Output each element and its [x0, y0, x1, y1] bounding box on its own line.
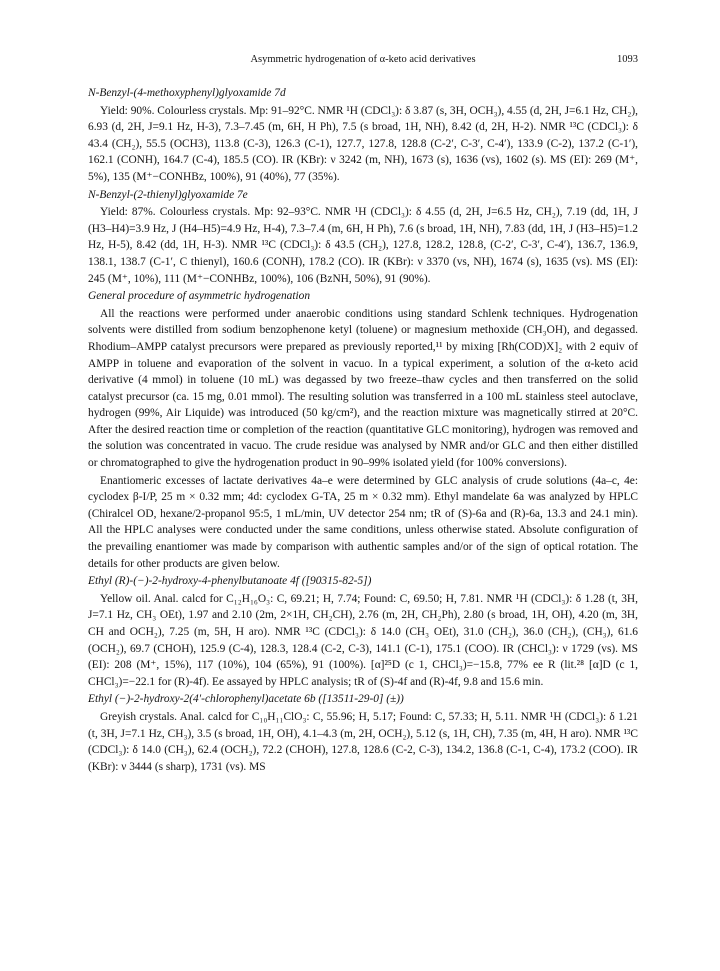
compound-heading-7e: N-Benzyl-(2-thienyl)glyoxamide 7e [88, 188, 248, 201]
page-number: 1093 [617, 54, 638, 65]
paragraph-7e-data: Yield: 87%. Colourless crystals. Mp: 92–93°C. NMR ¹H (CDCl₃): δ 4.55 (d, 2H, J=6.5 Hz, CH₂), 7.19 (dd, 1H, J (H3–H4)=3.9 Hz, J (H4–H5)=4.9 Hz, H-4), 7.3–7.4 (m, 6H, H Ph), 7.6 (s broad, 1H, NH), 7.83 (dd, 1H, J (H3–H5)=1.2 Hz, H-5), 8.42 (dd, 1H, H-3). NMR ¹³C (CDCl₃): δ 43.5 (CH₂), 127.8, 128.2, 128.8, (C-2′, C-3′, C-4′), 136.7, 136.9, 138.1, 138.7 (C-1′, C thienyl), 160.6 (CONH), 178.2 (CO). IR (KBr): ν 3370 (vs, NH), 1674 (s), 1635 (vs). MS (EI): 245 (M⁺, 10%), 111 (M⁺−CONHBz, 100%), 106 (BzNH, 50%), 91 (90%). [88, 206, 638, 285]
running-title: Asymmetric hydrogenation of α-keto acid derivatives [250, 54, 476, 65]
compound-heading-4f: Ethyl (R)-(−)-2-hydroxy-4-phenylbutanoate 4f ([90315-82-5]) [88, 575, 372, 588]
compound-heading-7d: N-Benzyl-(4-methoxyphenyl)glyoxamide 7d [88, 87, 286, 99]
running-head [88, 54, 638, 68]
paragraph-7d-data: Yield: 90%. Colourless crystals. Mp: 91–92°C. NMR ¹H (CDCl₃): δ 3.87 (s, 3H, OCH₃), 4.55 (d, 2H, J=6.1 Hz, CH₂), 6.93 (d, 2H, J=9.1 Hz, H-3), 7.3–7.45 (m, 6H, H Ph), 7.5 (s broad, 1H, NH), 8.42 (d, 2H, H-2). NMR ¹³C (CDCl₃): δ 43.4 (CH₂), 55.5 (OCH3), 113.8 (C-3), 126.3 (C-1), 127.7, 127.8, 128.8 (C-2′, C-3′, C-4′), 133.9 (C-2), 137.2 (C-1′), 162.1 (CONH), 164.7 (C-4), 185.5 (CO). IR (KBr): ν 3242 (m, NH), 1673 (s), 1636 (vs), 1602 (s). MS (EI): 269 (M⁺, 5%), 135 (M⁺−CONHBz, 100%), 91 (40%), 77 (35%). [88, 104, 638, 183]
paragraph-4f-data: Yellow oil. Anal. calcd for C₁₂H₁₆O₃: C, 69.21; H, 7.74; Found: C, 69.50; H, 7.81. NMR ¹H (CDCl₃): δ 1.28 (t, 3H, J=7.1 Hz, CH₃ OEt), 1.97 and 2.10 (2m, 2×1H, CH₂CH), 2.76 (m, 2H, CH₂Ph), 2.80 (s broad, 1H, OH), 4.20 (m, 3H, CH and OCH₂), 7.25 (m, 5H, H aro). NMR ¹³C (CDCl₃): δ 14.0 (CH₃ OEt), 31.0 (CH₂), 36.0 (CH₂), (CH₃), 61.6 (OCH₂), 69.7 (CHOH), 125.9 (C-4), 128.3, 128.4 (C-2, C-3), 141.1 (C-1), 175.1 (COO). IR (CHCl₃): ν 1729 (vs). MS (EI): 208 (M⁺, 15%), 117 (10%), 104 (65%), 91 (100%). [α]²⁵D (c 1, CHCl₃)=−15.8, 77% ee R (lit.²⁸ [α]D (c 1, CHCl₃)=−22.1 for (R)-4f). Ee assayed by HPLC analysis; tR of (S)-4f and (R)-4f, 9.8 and 15.6 min. [88, 592, 638, 688]
section-heading-procedure: General procedure of asymmetric hydrogenation [88, 290, 311, 303]
compound-heading-6b: Ethyl (−)-2-hydroxy-2(4′-chlorophenyl)acetate 6b ([13511-29-0] (±)) [88, 693, 404, 706]
paragraph-procedure: All the reactions were performed under anaerobic conditions using standard Schlenk techniques. Hydrogenation solvents were distilled from sodium benzophenone ketyl (toluene) or magnesium methoxide (CH₃OH), and degassed. Rhodium–AMPP catalyst precursors were prepared as previously reported,¹¹ by mixing [Rh(COD)X]₂ with 2 equiv of AMPP in toluene and evaporation of the solvent in vacuo. In a typical experiment, a solution of the α-keto acid derivative (4 mmol) in toluene (10 mL) was degassed by two freeze–thaw cycles and then transferred on the solid catalyst precursor (ca. 15 mg, 0.01 mmol). The resulting solution was transferred in a 100 mL stainless steel autoclave, hydrogen (99%, Air Liquide) was introduced (50 kg/cm²), and the reaction mixture was magnetically stirred at 20°C. After the desired reaction time or completion of the reaction (quantitative GLC monitoring), hydrogen was removed and the solution was concentrated in vacuo. The crude residue was analysed by NMR and/or GLC and then either distilled or chromatographed to give the hydrogenation product in 90–99% isolated yield (for 100% conversions). [88, 307, 638, 470]
article-body [88, 85, 638, 776]
paragraph-enantiomeric-excess: Enantiomeric excesses of lactate derivatives 4a–e were determined by GLC analysis of crude solutions (4a–c, 4e: cyclodex β-I/P, 25 m × 0.32 mm; 4d: cyclodex G-TA, 25 m × 0.32 mm). Ethyl mandelate 6a was analyzed by HPLC (Chiralcel OD, hexane/2-propanol 95:5, 1 mL/min, UV detector 254 nm; tR of (S)-6a and (R)-6a, 13.3 and 24.1 min). All the HPLC analyses were conducted under the same conditions, unless otherwise stated. Absolute configuration of the prevailing enantiomer was made by comparison with authentic samples and/or of the sign of optical rotation. The details for other products are given below. [88, 474, 638, 570]
paragraph-6b-data: Greyish crystals. Anal. calcd for C₁₀H₁₁ClO₃: C, 55.96; H, 5.17; Found: C, 57.33; H, 5.11. NMR ¹H (CDCl₃): δ 1.21 (t, 3H, J=7.1 Hz, CH₃), 3.5 (s broad, 1H, OH), 4.1–4.3 (m, 2H, OCH₂), 5.12 (s, 1H, CH), 7.35 (m, 4H, H aro). NMR ¹³C (CDCl₃): δ 14.0 (CH₃), 62.4 (OCH₂), 72.2 (CHOH), 127.8, 128.6 (C-2, C-3), 134.2, 136.8 (C-1, C-4), 173.2 (COO). IR (KBr): ν 3444 (s sharp), 1731 (vs). MS [88, 710, 638, 773]
